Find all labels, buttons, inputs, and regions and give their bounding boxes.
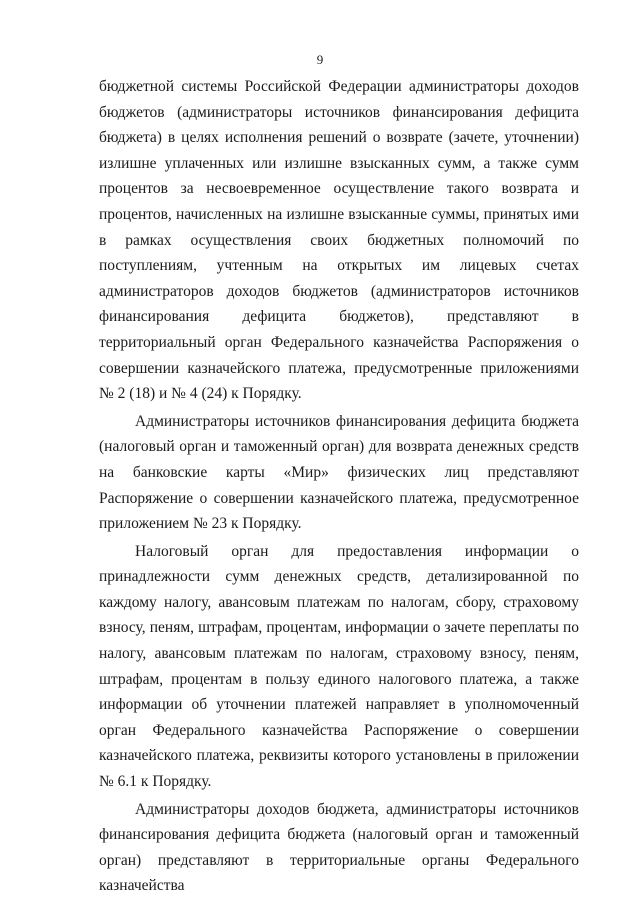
paragraph-administrators-submit: Администраторы доходов бюджета, администраторы источников финансирования дефицита бюджета (налоговый орган и таможенный орган) представляют в территориальные органы Федерального казначейства <box>99 800 579 895</box>
paragraph-tax-authority-info: Налоговый орган для предоставления информации о принадлежности сумм денежных средств, детализированной по каждому налогу, авансовым платежам по налогам, сбору, страховому взносу, пеням, штрафам, процентам, информации о зачете переплаты по налогу, авансовым платежам по налогам, страховому взносу, пеням, штрафам, процентам в пользу единого налогового платежа, а также информации об уточнении платежей направляет в уполномоченный орган Федерального казначейства Распоряжение о совершении казначейского платежа, реквизиты которого установлены в приложении № 6.1 к Порядку. <box>99 542 579 791</box>
document-body <box>99 74 579 899</box>
page-number: 9 <box>316 52 324 67</box>
paragraph-refund-orders: бюджетной системы Российской Федерации администраторы доходов бюджетов (администраторы источников финансирования дефицита бюджета) в целях исполнения решений о возврате (зачете, уточнении) излишне уплаченных или излишне взысканных сумм, а также сумм процентов за несвоевременное осуществление такого возврата и процентов, начисленных на излишне взысканные суммы, принятых ими в рамках осуществления своих бюджетных полномочий по поступлениям, учтенным на открытых им лицевых счетах администраторов доходов бюджетов (администраторов источников финансирования дефицита бюджетов), представляют в территориальный орган Федерального казначейства Распоряжения о совершении казначейского платежа, предусмотренные приложениями № 2 (18) и № 4 (24) к Порядку. <box>99 78 579 403</box>
paragraph-mir-card-refunds: Администраторы источников финансирования дефицита бюджета (налоговый орган и таможенный орган) для возврата денежных средств на банковские карты «Мир» физических лиц представляют Распоряжение о совершении казначейского платежа, предусмотренное приложением № 23 к Порядку. <box>99 412 579 533</box>
